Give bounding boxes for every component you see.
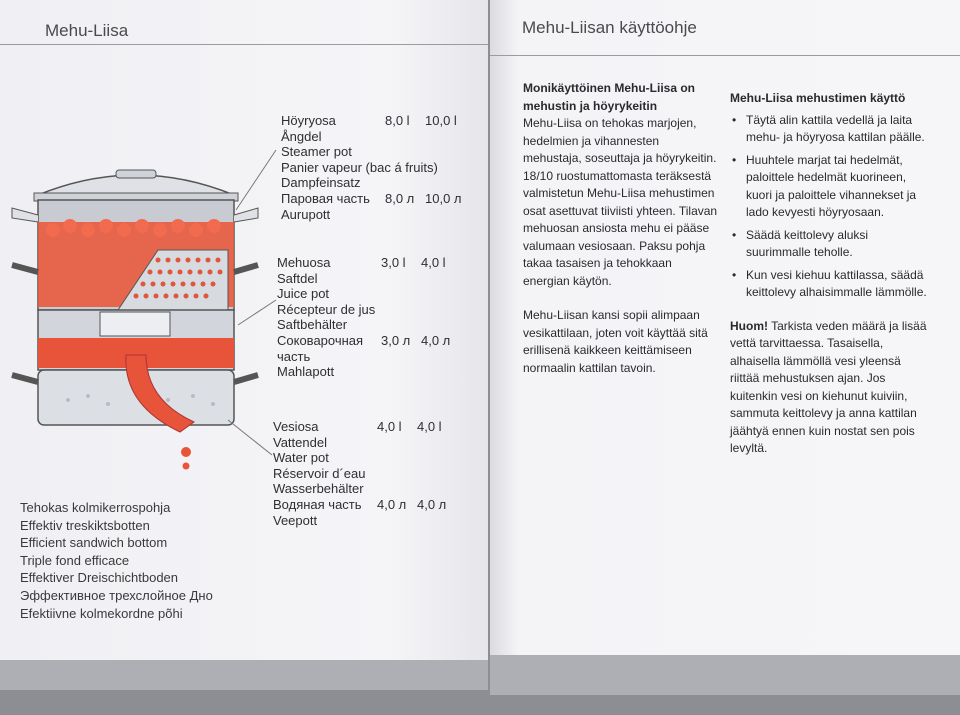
capacity-large: 10,0 л — [425, 190, 462, 206]
capacity-small — [377, 466, 417, 482]
usage-bullet: • Kun vesi kiehuu kattilassa, säädä keittolevy alhaisimmalle lämmölle. — [730, 267, 930, 302]
right-header-rule — [490, 55, 960, 56]
part-name: Соковарочная — [277, 332, 364, 348]
part-name: Водяная часть — [273, 496, 362, 512]
part-label-row — [273, 419, 446, 435]
capacity-small — [381, 271, 421, 287]
part-name: часть — [277, 348, 311, 364]
capacity-small — [381, 302, 421, 318]
sandwich-bottom-item: Triple fond efficace — [20, 552, 130, 568]
part-name: Vesiosa — [273, 419, 319, 434]
label-water-pot — [273, 419, 446, 528]
capacity-small — [385, 207, 425, 223]
part-label-row — [281, 191, 462, 207]
part-name: Panier vapeur (bac á fruits) — [281, 159, 438, 175]
right-footer-band — [490, 655, 960, 695]
sandwich-bottom-item: Tehokas kolmikerrospohja — [20, 500, 171, 515]
part-label-row — [273, 497, 446, 513]
sandwich-bottom-item: Efficient sandwich bottom — [20, 535, 168, 551]
intro-column — [523, 80, 718, 394]
part-name: Saftbehälter — [277, 317, 348, 333]
sandwich-bottom-item: Efektiivne kolmekordne põhi — [20, 605, 183, 621]
capacity-small — [377, 450, 417, 466]
usage-bullet: • Huuhtele marjat tai hedelmät, paloittele hedelmät kuorineen, kuori ja paloittele vihannekset ja lado kevyesti höyryosaan. — [730, 152, 930, 222]
part-label-row — [277, 364, 450, 380]
capacity-small: 8,0 л — [385, 190, 415, 206]
part-name: Veepott — [273, 512, 318, 528]
part-label-row — [281, 113, 462, 129]
part-label-row — [277, 255, 450, 271]
label-steamer-pot — [281, 113, 462, 222]
capacity-large: 4,0 l — [417, 419, 442, 434]
usage-title: Mehu-Liisa mehustimen käyttö — [730, 91, 906, 105]
capacity-small — [385, 160, 425, 176]
right-page-header: Mehu-Liisan käyttöohje — [522, 18, 697, 37]
sandwich-bottom-item: Эффективное трехслойное Дно — [20, 587, 213, 603]
left-page-header: Mehu-Liisa — [45, 21, 129, 40]
part-label-row — [277, 317, 450, 333]
usage-bullet: • Säädä keittolevy aluksi suurimmalle teholle. — [730, 227, 930, 262]
part-label-row — [277, 349, 450, 365]
part-label-row — [273, 435, 446, 451]
part-name: Water pot — [273, 450, 329, 466]
capacity-large: 4,0 l — [421, 255, 446, 270]
part-label-row — [273, 466, 446, 482]
capacity-small — [381, 317, 421, 333]
part-name: Réservoir d´eau — [273, 465, 366, 481]
sandwich-bottom-list — [20, 499, 213, 622]
part-label-row — [281, 160, 462, 176]
capacity-small — [381, 364, 421, 380]
capacity-small — [385, 144, 425, 160]
part-name: Aurupott — [281, 206, 331, 222]
part-label-row — [281, 129, 462, 145]
part-label-row — [273, 481, 446, 497]
capacity-small — [377, 481, 417, 497]
left-footer-band — [0, 660, 488, 690]
part-name: Juice pot — [277, 286, 330, 302]
part-name: Steamer pot — [281, 144, 352, 160]
part-label-row — [277, 271, 450, 287]
note-paragraph — [730, 318, 930, 458]
part-label-row — [277, 302, 450, 318]
part-name: Паровая часть — [281, 190, 370, 206]
usage-column — [730, 90, 930, 475]
part-label-row — [277, 333, 450, 349]
capacity-small — [381, 349, 421, 365]
part-name: Mahlapott — [277, 364, 335, 380]
capacity-small — [385, 129, 425, 145]
intro-title: Monikäyttöinen Mehu-Liisa on mehustin ja höyrykeitin — [523, 81, 696, 113]
left-page — [0, 0, 488, 690]
part-name: Höyryosa — [281, 113, 336, 128]
capacity-large: 4,0 л — [417, 496, 447, 512]
right-page — [490, 0, 960, 695]
capacity-small: 4,0 l — [377, 419, 402, 434]
part-name: Récepteur de jus — [277, 301, 376, 317]
capacity-small — [377, 513, 417, 529]
part-name: Dampfeinsatz — [281, 175, 361, 191]
capacity-large: 4,0 л — [421, 332, 451, 348]
capacity-large: 10,0 l — [425, 113, 457, 128]
capacity-small: 3,0 l — [381, 255, 406, 270]
note-label: Huom! — [730, 318, 768, 333]
lid-paragraph: Mehu-Liisan kansi sopii alimpaan vesikattilaan, joten voit käyttää sitä erillisenä kaikkeen keittämiseen normaalin kattilan tavoin. — [523, 308, 708, 375]
label-juice-pot — [277, 255, 450, 380]
part-label-row — [281, 144, 462, 160]
part-label-row — [277, 286, 450, 302]
part-name: Saftdel — [277, 270, 318, 286]
capacity-small: 4,0 л — [377, 496, 407, 512]
part-name: Mehuosa — [277, 255, 331, 270]
usage-bullets — [730, 112, 930, 302]
part-label-row — [281, 207, 462, 223]
capacity-small: 3,0 л — [381, 332, 411, 348]
part-name: Ångdel — [281, 128, 322, 144]
sandwich-bottom-item: Effektiver Dreischichtboden — [20, 570, 179, 586]
part-label-row — [273, 513, 446, 529]
capacity-small — [381, 286, 421, 302]
usage-bullet: • Täytä alin kattila vedellä ja laita mehu- ja höyryosa kattilan päälle. — [730, 112, 930, 147]
capacity-small: 8,0 l — [385, 113, 410, 128]
part-name: Vattendel — [273, 434, 327, 450]
capacity-small — [385, 175, 425, 191]
part-label-row — [273, 450, 446, 466]
part-label-row — [281, 175, 462, 191]
note-text: Tarkista veden määrä ja lisää vettä tarvittaessa. Tasaisella, alhaisella lämmöllä vesi yleensä riittää mehustuksen ajan. Jos kuitenkin vesi on kiehunut kuiviin, sammuta keittolevy ja anna kattilan jäähtyä ennen kuin nostat sen pois levyltä. — [730, 318, 927, 455]
capacity-small — [377, 435, 417, 451]
sandwich-bottom-item: Effektiv treskiktsbotten — [20, 517, 150, 533]
intro-paragraph: Mehu-Liisa on tehokas marjojen, hedelmien ja vihannesten mehustaja, soseuttaja ja höyrykeitin. 18/10 ruostumattomasta teräksestä valmistetun Mehu-Liisa mehustimen osat asettuvat tiiviisti yhteen. Tilavan mehuosan ansiosta mehu ei pääse valumaan vesiosaan. Paksu pohja takaa tasaisen ja tehokkaan energian käytön. — [523, 116, 718, 288]
part-name: Wasserbehälter — [273, 481, 364, 497]
